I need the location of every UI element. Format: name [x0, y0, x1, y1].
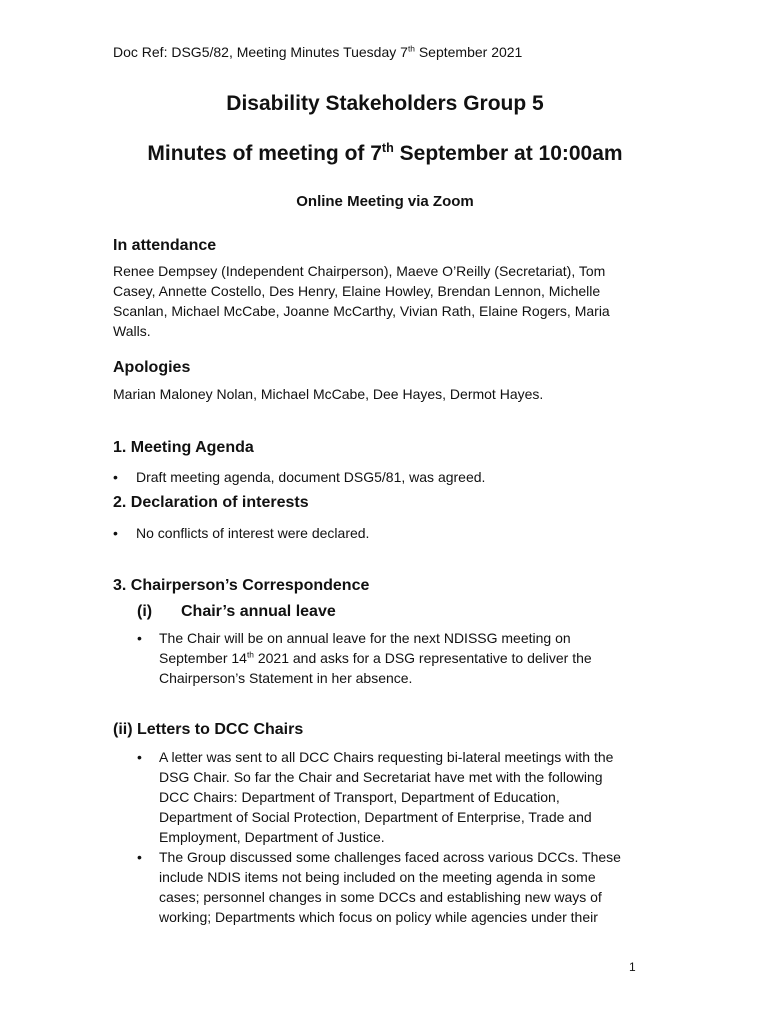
- list-item-line: working; Departments which focus on policy while agencies under their: [159, 909, 598, 925]
- list-item-line: Department of Social Protection, Department of Enterprise, Trade and: [159, 809, 592, 825]
- attendance-line: Renee Dempsey (Independent Chairperson), Maeve O’Reilly (Secretariat), Tom: [113, 263, 606, 279]
- meeting-location: Online Meeting via Zoom: [296, 193, 474, 210]
- list-item-line: Chairperson’s Statement in her absence.: [159, 670, 413, 686]
- attendance-line: Scanlan, Michael McCabe, Joanne McCarthy, Vivian Rath, Elaine Rogers, Maria: [113, 303, 610, 319]
- group-title: Disability Stakeholders Group 5: [226, 92, 544, 115]
- minutes-title: Minutes of meeting of 7th September at 10:00am: [147, 141, 623, 165]
- list-item-line: DCC Chairs: Department of Transport, Department of Education,: [159, 789, 560, 805]
- list-item-line: cases; personnel changes in some DCCs and establishing new ways of: [159, 889, 602, 905]
- attendance-list: [113, 261, 653, 341]
- subsection-title: Chair’s annual leave: [181, 603, 336, 620]
- bullet-marker: •: [137, 749, 142, 765]
- list-item-line: DSG Chair. So far the Chair and Secretariat have met with the following: [159, 769, 603, 785]
- bullet-marker: •: [113, 525, 118, 541]
- section-heading-agenda: 1. Meeting Agenda: [113, 439, 254, 456]
- bullet-marker: •: [113, 469, 118, 485]
- apologies-heading: Apologies: [113, 359, 191, 376]
- list-item-line: The Group discussed some challenges faced across various DCCs. These: [159, 849, 621, 865]
- section-heading-correspondence: 3. Chairperson’s Correspondence: [113, 577, 370, 594]
- list-item-text: Draft meeting agenda, document DSG5/81, was agreed.: [136, 469, 486, 485]
- attendance-heading: In attendance: [113, 237, 217, 254]
- apologies-list: Marian Maloney Nolan, Michael McCabe, Dee Hayes, Dermot Hayes.: [113, 386, 544, 402]
- list-item-line: September 14th 2021 and asks for a DSG representative to deliver the: [159, 649, 592, 666]
- attendance-line: Walls.: [113, 323, 151, 339]
- bullet-marker: •: [137, 849, 142, 865]
- document-reference: Doc Ref: DSG5/82, Meeting Minutes Tuesday 7th September 2021: [113, 43, 523, 60]
- subsection-number: (i): [137, 603, 153, 620]
- page-number: 1: [629, 960, 636, 974]
- section-heading-interests: 2. Declaration of interests: [113, 494, 309, 511]
- list-item-line: Employment, Department of Justice.: [159, 829, 385, 845]
- list-item-line: A letter was sent to all DCC Chairs requesting bi-lateral meetings with the: [159, 749, 614, 765]
- list-item-line: The Chair will be on annual leave for the next NDISSG meeting on: [159, 630, 571, 646]
- list-item-line: include NDIS items not being included on the meeting agenda in some: [159, 869, 596, 885]
- attendance-line: Casey, Annette Costello, Des Henry, Elaine Howley, Brendan Lennon, Michelle: [113, 283, 601, 299]
- bullet-marker: •: [137, 630, 142, 646]
- subsection-heading-letters: (ii) Letters to DCC Chairs: [113, 721, 304, 738]
- subsection-heading-annual-leave: [137, 603, 336, 621]
- list-item-text: No conflicts of interest were declared.: [136, 525, 370, 541]
